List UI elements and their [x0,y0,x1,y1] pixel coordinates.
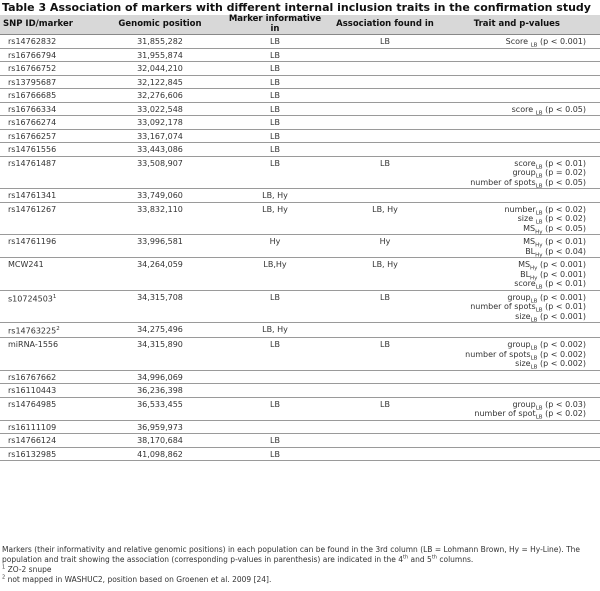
cell-position: 33,996,581 [100,235,220,258]
cell-position: 36,959,973 [100,420,220,434]
cell-association [330,116,440,130]
cell-snp: rs16766752 [0,62,100,76]
cell-snp: rs14764985 [0,397,100,420]
header-informative: Marker informative in [220,15,330,35]
cell-position: 31,855,282 [100,35,220,49]
table-row [0,116,600,130]
cell-traits [440,75,600,89]
cell-snp: s10724503$^1$ [0,290,100,323]
cell-association [330,75,440,89]
table-row [0,75,600,89]
cell-snp: rs16767662 [0,370,100,384]
trait-line: group$_{LB}$ (p < 0.001) [507,292,586,305]
trait-line: number of spots$_{LB}$ (p < 0.01) [470,302,586,314]
footnote-main: Markers (their informativity and relative genomic positions) in each population can be found in the 3rd column (LB = Lohmann Brown, Hy = Hy-Line). The population and trait showing the association (corresponding p-values in parenthesis) are indicated in the 4th and 5th columns. [2,545,581,564]
header-position: Genomic position [100,15,220,35]
cell-position: 33,092,178 [100,116,220,130]
footnote-2: $^2$ not mapped in WASHUC2, position based on Groenen et al. 2009 [24]. [2,574,272,584]
cell-snp: rs14761267 [0,202,100,235]
header-traits: Trait and p-values [440,15,600,35]
cell-snp: rs16111109 [0,420,100,434]
cell-association [330,62,440,76]
footnote-1: $^1$ ZO-2 snupe [2,564,52,574]
cell-informative: LB [220,75,330,89]
table-row [0,189,600,203]
cell-informative: LB [220,397,330,420]
cell-traits [440,370,600,384]
cell-position: 33,749,060 [100,189,220,203]
cell-snp: MCW241 [0,258,100,291]
cell-snp: rs14761556 [0,143,100,157]
cell-informative: LB [220,447,330,461]
table-row [0,102,600,116]
cell-informative [220,384,330,398]
cell-traits [440,235,600,258]
cell-snp: rs16766257 [0,129,100,143]
cell-snp: miRNA-1556 [0,338,100,371]
cell-informative: Hy [220,235,330,258]
trait-line: $BL_{Hy}$ (p < 0.001) [520,269,586,282]
table-row [0,323,600,338]
cell-traits [440,116,600,130]
cell-traits [440,48,600,62]
table-row [0,89,600,103]
cell-association: LB, Hy [330,202,440,235]
table-footnotes [2,545,598,585]
trait-line: Score $_{LB}$ (p < 0.001) [505,37,586,49]
cell-association [330,370,440,384]
cell-position: 33,167,074 [100,129,220,143]
cell-traits [440,189,600,203]
cell-snp: rs14763225$^2$ [0,323,100,338]
table-row [0,62,600,76]
cell-position: 38,170,684 [100,434,220,448]
cell-informative: LB [220,48,330,62]
cell-association: LB [330,338,440,371]
table-row [0,384,600,398]
cell-informative: LB [220,338,330,371]
cell-association: LB [330,397,440,420]
cell-traits [440,420,600,434]
header-association: Association found in [330,15,440,35]
table-row [0,48,600,62]
cell-association [330,420,440,434]
cell-snp: rs14761196 [0,235,100,258]
cell-association: LB, Hy [330,258,440,291]
trait-line: $MS_{Hy}$ (p < 0.001) [518,260,586,272]
cell-traits [440,384,600,398]
cell-traits [440,62,600,76]
cell-association [330,384,440,398]
cell-snp: rs16132985 [0,447,100,461]
table-row [0,129,600,143]
table-row [0,434,600,448]
cell-informative [220,370,330,384]
cell-association: Hy [330,235,440,258]
cell-association [330,447,440,461]
cell-snp: rs16110443 [0,384,100,398]
cell-informative: LB [220,89,330,103]
cell-position: 36,533,455 [100,397,220,420]
table-row [0,258,600,291]
cell-position: 34,275,496 [100,323,220,338]
trait-line: size$_{LB}$ (p < 0.002) [515,359,586,371]
cell-position: 36,236,398 [100,384,220,398]
cell-position: 32,122,845 [100,75,220,89]
trait-line: size $_{LB}$ (p < 0.02) [517,214,586,226]
header-snp: SNP ID/marker [0,15,100,35]
trait-line: $BL_{Hy}$ (p < 0.04) [525,246,586,259]
cell-traits [440,202,600,235]
table-row [0,156,600,189]
cell-association [330,189,440,203]
cell-traits [440,258,600,291]
cell-informative: LB [220,129,330,143]
cell-position: 32,044,210 [100,62,220,76]
cell-informative: LB [220,143,330,157]
table-row [0,35,600,49]
cell-informative: LB, Hy [220,189,330,203]
trait-line: group$_{LB}$ (p < 0.03) [512,399,586,412]
footnote-marker: 2 [56,326,60,332]
trait-line: group$_{LB}$ (p < 0.002) [507,340,586,352]
cell-snp: rs13795687 [0,75,100,89]
cell-informative: LB [220,290,330,323]
cell-position: 33,443,086 [100,143,220,157]
cell-traits [440,156,600,189]
trait-line: group$_{LB}$ (p = 0.02) [512,168,586,180]
cell-association [330,143,440,157]
cell-position: 41,098,862 [100,447,220,461]
table-title: Table 3 Association of markers with different internal inclusion traits in the confirmation study [2,1,591,14]
table-row [0,202,600,235]
cell-snp: rs16766334 [0,102,100,116]
cell-snp: rs16766794 [0,48,100,62]
cell-traits [440,338,600,371]
cell-informative: LB [220,62,330,76]
cell-position: 33,508,907 [100,156,220,189]
cell-informative: LB [220,102,330,116]
cell-position: 33,022,548 [100,102,220,116]
trait-line: $MS_{Hy}$ (p < 0.01) [523,237,586,249]
footnote-marker: 1 [52,293,57,300]
trait-line: score $_{LB}$ (p < 0.05) [511,104,586,117]
cell-position: 34,264,059 [100,258,220,291]
cell-position: 32,276,606 [100,89,220,103]
cell-association: LB [330,156,440,189]
cell-informative: LB [220,35,330,49]
cell-traits [440,89,600,103]
trait-line: score$_{LB}$ (p < 0.01) [514,279,586,291]
cell-traits [440,143,600,157]
cell-position: 34,315,890 [100,338,220,371]
table-row [0,420,600,434]
cell-traits [440,397,600,420]
cell-traits [440,434,600,448]
cell-snp: rs14766124 [0,434,100,448]
cell-association [330,129,440,143]
cell-traits [440,129,600,143]
cell-association: LB [330,35,440,49]
trait-line: number of spots$_{LB}$ (p < 0.002) [465,349,586,362]
cell-informative: LB [220,156,330,189]
cell-informative: LB [220,116,330,130]
cell-informative: LB,Hy [220,258,330,291]
cell-traits [440,35,600,49]
cell-snp: rs14761341 [0,189,100,203]
cell-association [330,323,440,338]
cell-snp: rs16766685 [0,89,100,103]
cell-association [330,48,440,62]
cell-association [330,434,440,448]
cell-traits [440,102,600,116]
cell-informative: LB, Hy [220,202,330,235]
cell-informative: LB [220,434,330,448]
cell-snp: rs14762832 [0,35,100,49]
trait-line: $MS_{Hy}$ (p < 0.05) [523,223,586,236]
cell-position: 33,832,110 [100,202,220,235]
table-row [0,447,600,461]
cell-snp: rs14761487 [0,156,100,189]
trait-line: number$_{LB}$ (p < 0.02) [504,204,586,217]
cell-association: LB [330,290,440,323]
table-row [0,338,600,371]
cell-position: 31,955,874 [100,48,220,62]
markers-table [0,15,600,461]
trait-line: number of spot$_{LB}$ (p < 0.02) [474,409,586,421]
table-row [0,397,600,420]
cell-position: 34,996,069 [100,370,220,384]
table-row [0,143,600,157]
table-row [0,290,600,323]
table-row [0,235,600,258]
cell-traits [440,323,600,338]
cell-informative: LB, Hy [220,323,330,338]
cell-position: 34,315,708 [100,290,220,323]
cell-informative [220,420,330,434]
cell-traits [440,447,600,461]
table-header-row [0,15,600,35]
trait-line: size$_{LB}$ (p < 0.001) [515,311,586,324]
trait-line: number of spots$_{LB}$ (p < 0.05) [470,177,586,190]
table-row [0,370,600,384]
cell-association [330,89,440,103]
cell-snp: rs16766274 [0,116,100,130]
cell-association [330,102,440,116]
trait-line: score$_{LB}$ (p < 0.01) [514,158,586,171]
cell-traits [440,290,600,323]
